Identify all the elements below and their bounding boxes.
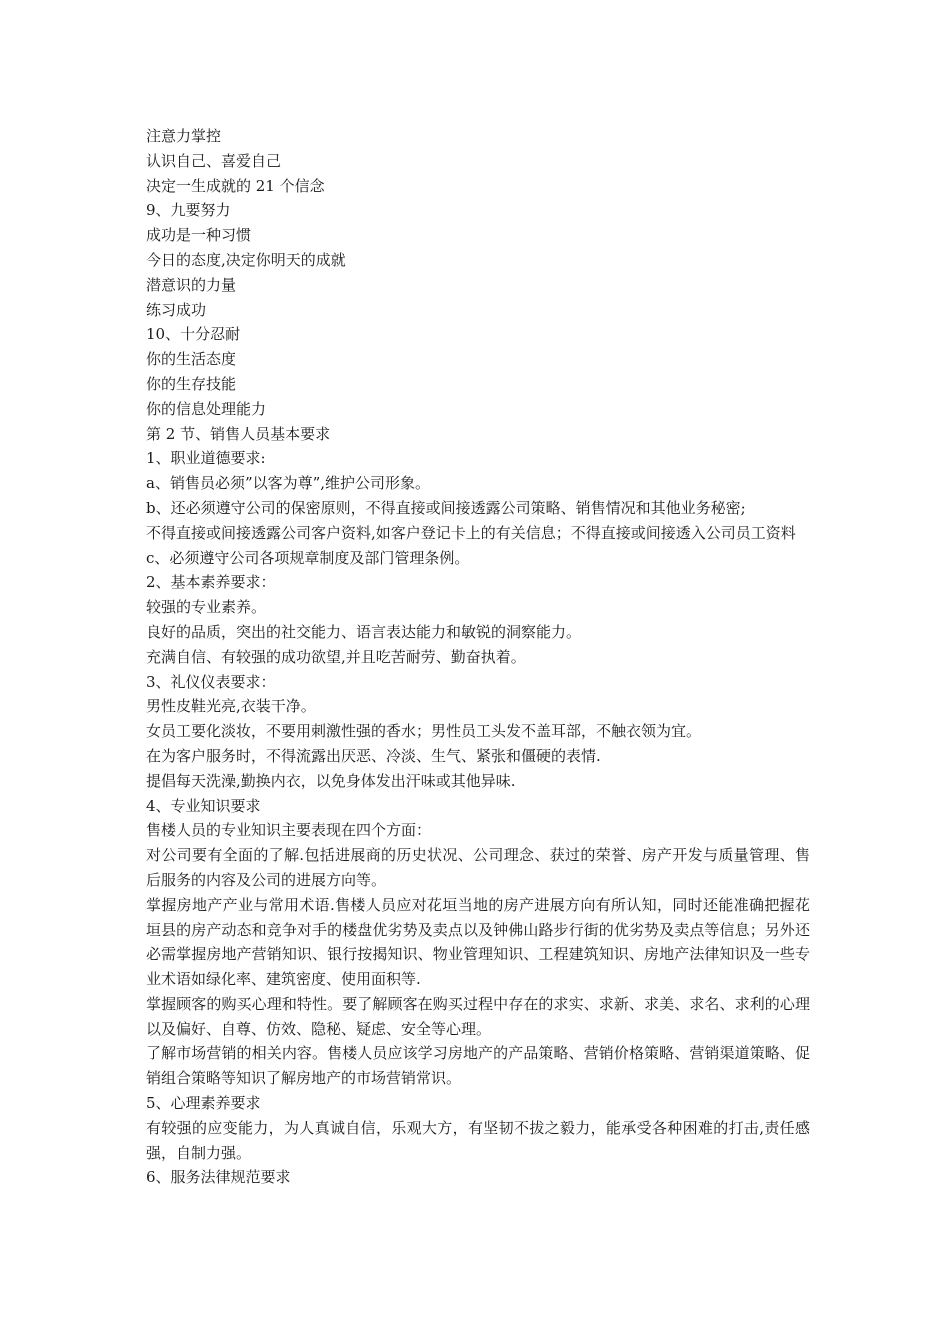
paragraph: 不得直接或间接透露公司客户资料,如客户登记卡上的有关信息；不得直接或间接透入公司员工资料: [146, 523, 796, 542]
section-heading: 9、九要努力: [146, 201, 231, 220]
section-heading: 1、职业道德要求:: [146, 449, 266, 468]
text-line: 你的生活态度: [146, 350, 237, 369]
paragraph: 男性皮鞋光亮,衣装干净。: [146, 697, 316, 716]
section-heading: 2、基本素养要求：: [146, 573, 276, 592]
section-heading: 5、心理素养要求: [146, 1094, 261, 1113]
paragraph: 在为客户服务时，不得流露出厌恶、冷淡、生气、紧张和僵硬的表情.: [146, 746, 601, 765]
paragraph: 女员工要化淡妆，不要用刺激性强的香水；男性员工头发不盖耳部，不触衣领为宜。: [146, 722, 702, 741]
text-line: 潜意识的力量: [146, 275, 237, 294]
paragraph: 售楼人员的专业知识主要表现在四个方面：: [146, 821, 432, 840]
paragraph: 掌握顾客的购买心理和特性。要了解顾客在购买过程中存在的求实、求新、求美、求名、求利的心理以及偏好、自尊、仿效、隐秘、疑虑、安全等心理。: [146, 994, 810, 1038]
paragraph: 良好的品质，突出的社交能力、语言表达能力和敏锐的洞察能力。: [146, 622, 582, 641]
paragraph: 有较强的应变能力，为人真诚自信，乐观大方，有坚韧不拔之毅力，能承受各种困难的打击,责任感强，自制力强。: [146, 1118, 810, 1162]
text-line: 你的信息处理能力: [146, 399, 267, 418]
paragraph: b、还必须遵守公司的保密原则，不得直接或间接透露公司策略、销售情况和其他业务秘密;: [146, 498, 746, 517]
section-heading: 3、礼仪仪表要求：: [146, 672, 276, 691]
paragraph: a、销售员必须”以客为尊”,维护公司形象。: [146, 474, 431, 493]
paragraph: 了解市场营销的相关内容。售楼人员应该学习房地产的产品策略、营销价格策略、营销渠道策略、促销组合策略等知识了解房地产的市场营销常识。: [146, 1044, 810, 1088]
text-line: 练习成功: [146, 300, 207, 319]
text-line: 认识自己、喜爱自己: [146, 151, 282, 170]
text-line: 注意力掌控: [146, 127, 222, 145]
paragraph: 掌握房地产产业与常用术语.售楼人员应对花垣当地的房产进展方向有所认知，同时还能准确把握花垣县的房产动态和竞争对手的楼盘优劣势及卖点以及钟佛山路步行街的优劣势及卖点等信息；另外还必需掌握房地产营销知识、银行按揭知识、物业管理知识、工程建筑知识、房地产法律知识及一些专业术语如绿化率、建筑密度、使用面积等.: [146, 895, 810, 989]
paragraph: c、必须遵守公司各项规章制度及部门管理条例。: [146, 548, 470, 567]
text-line: 决定一生成就的 21 个信念: [146, 176, 325, 195]
text-line: 今日的态度,决定你明天的成就: [146, 250, 346, 269]
paragraph: 较强的专业素养。: [146, 598, 267, 617]
paragraph: 充满自信、有较强的成功欲望,并且吃苦耐劳、勤奋执着。: [146, 647, 526, 666]
section-heading: 4、专业知识要求: [146, 796, 261, 815]
document-page: [146, 124, 810, 1190]
section-heading: 6、服务法律规范要求: [146, 1168, 291, 1187]
paragraph: 对公司要有全面的了解.包括进展商的历史状况、公司理念、获过的荣誉、房产开发与质量管理、售后服务的内容及公司的进展方向等。: [146, 846, 810, 889]
text-line: 成功是一种习惯: [146, 226, 252, 245]
chapter-heading: 第 2 节、销售人员基本要求: [146, 424, 331, 443]
paragraph: 提倡每天洗澡,勤换内衣，以免身体发出汗味或其他异味.: [146, 771, 516, 790]
text-line: 你的生存技能: [146, 374, 237, 393]
section-heading: 10、十分忍耐: [146, 325, 241, 344]
